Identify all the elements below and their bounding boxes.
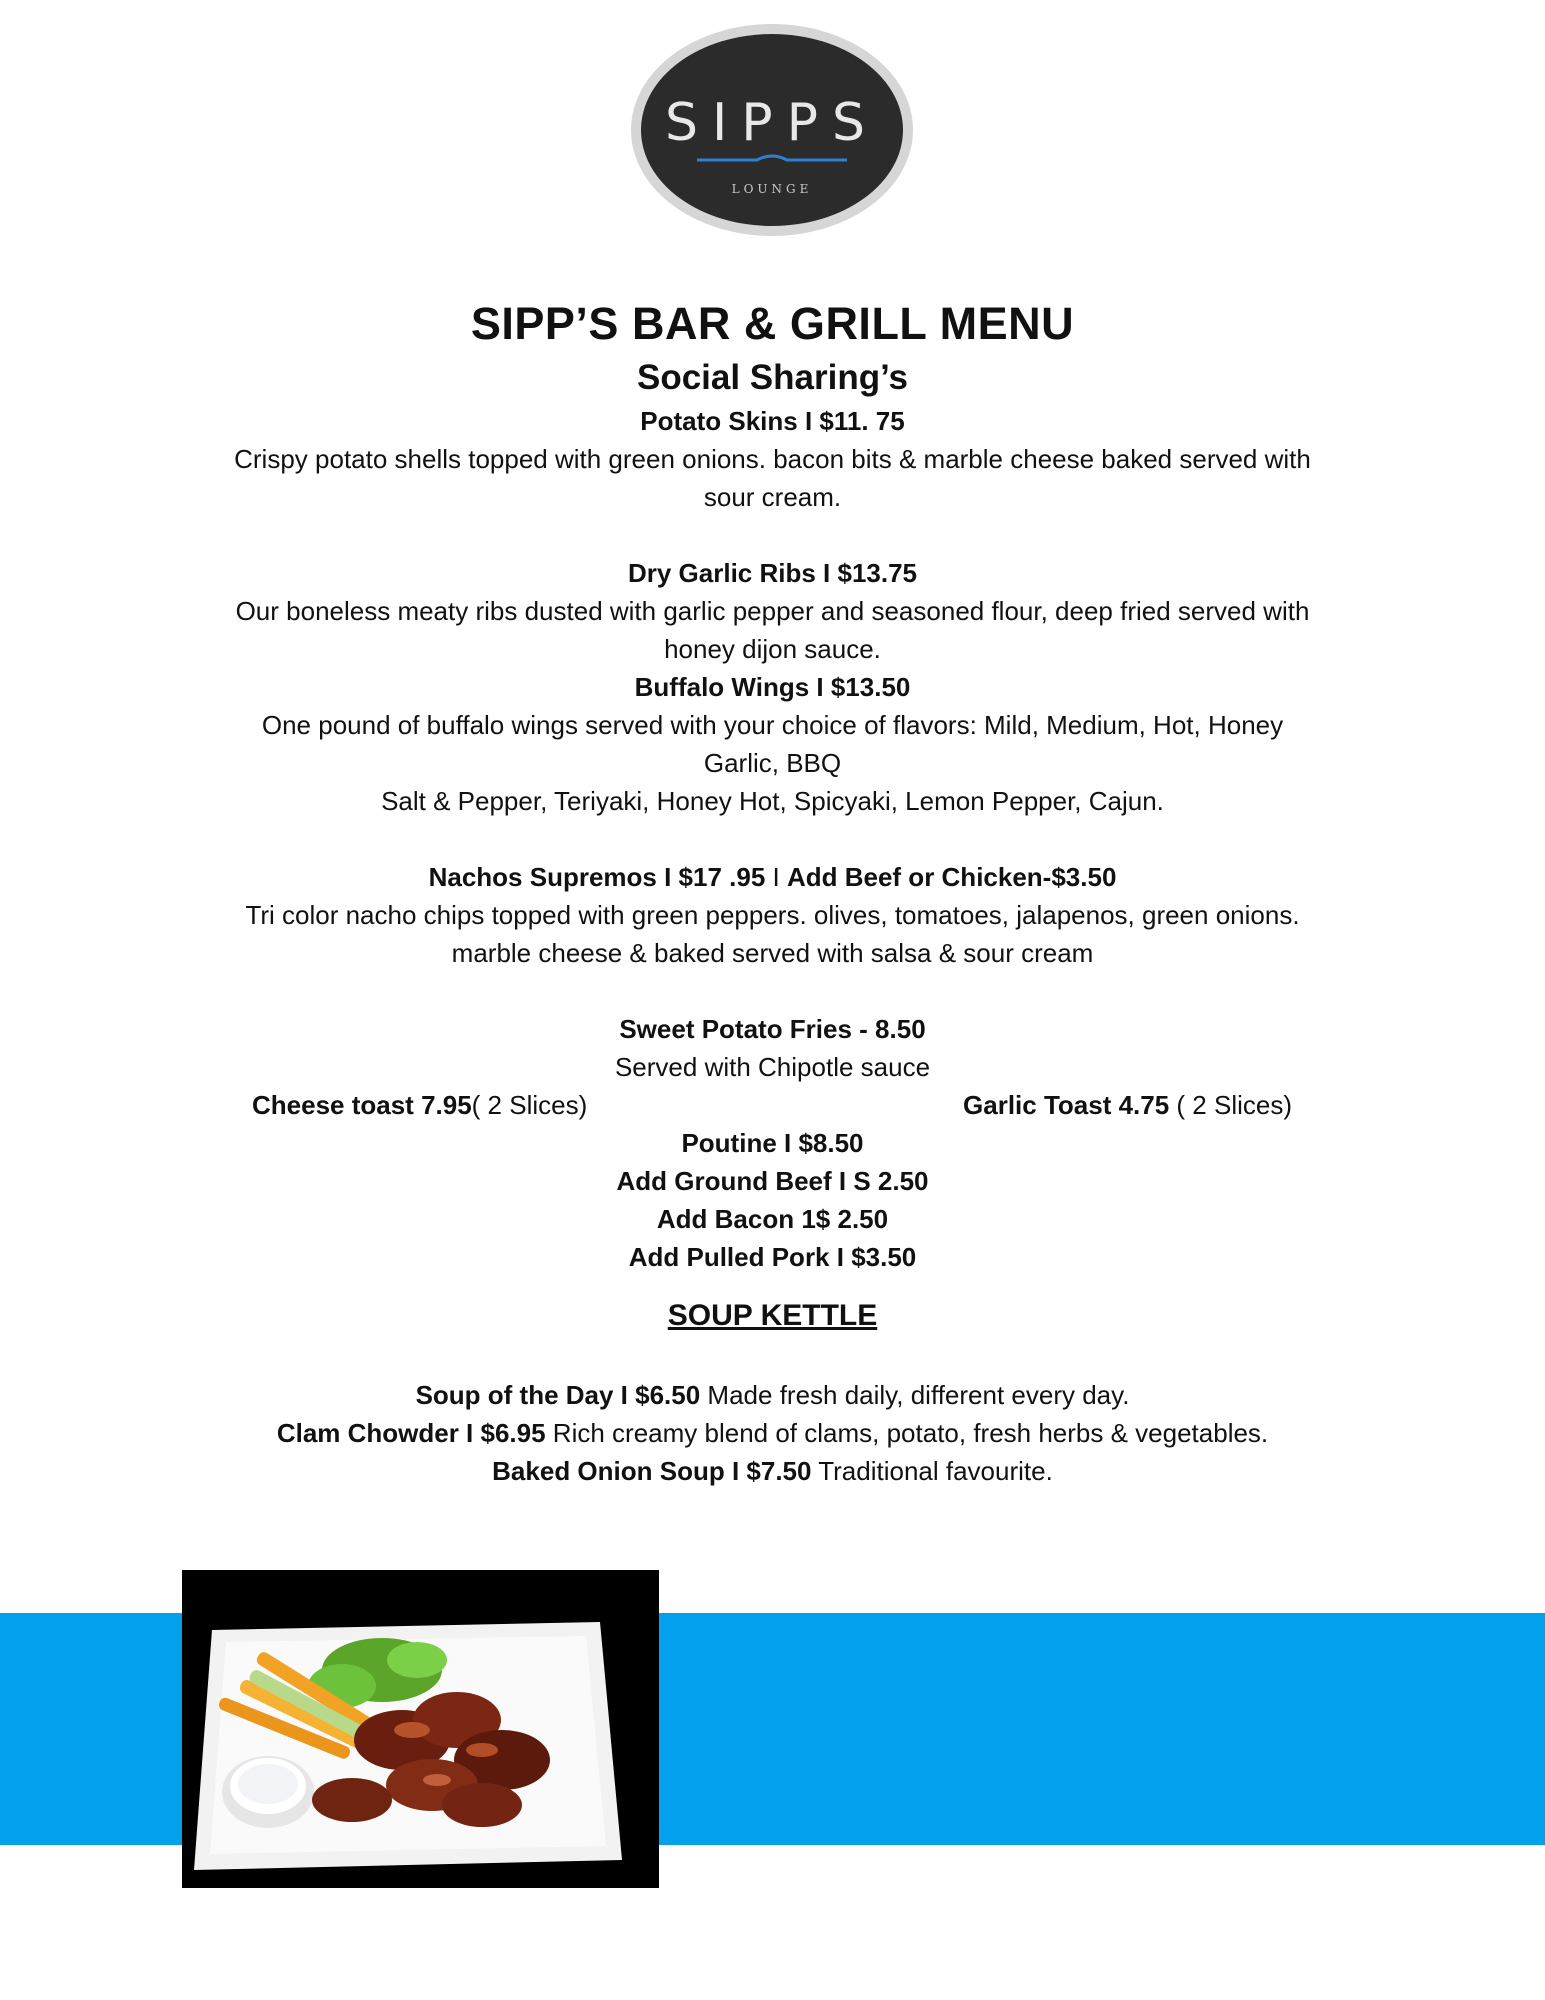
soup-item-name: Soup of the Day I $6.50 xyxy=(415,1380,701,1410)
buffalo-wings-photo xyxy=(182,1570,659,1888)
item-name-potato-skins: Potato Skins I $11. 75 xyxy=(640,406,905,436)
spacer xyxy=(180,1338,1365,1376)
sipps-logo xyxy=(629,22,915,238)
item-desc-line: marble cheese & baked served with salsa & sour cream xyxy=(451,938,1094,968)
wings-plate-illustration xyxy=(182,1570,659,1888)
soup-item-desc: Made fresh daily, different every day. xyxy=(700,1380,1130,1410)
soup-item-name: Clam Chowder I $6.95 xyxy=(276,1418,546,1448)
soup-item-desc: Traditional favourite. xyxy=(811,1456,1053,1486)
item-desc-line: Salt & Pepper, Teriyaki, Honey Hot, Spicyaki, Lemon Pepper, Cajun. xyxy=(381,786,1164,816)
item-name-buffalo-wings: Buffalo Wings I $13.50 xyxy=(634,672,911,702)
poutine-add-on: Add Pulled Pork I $3.50 xyxy=(628,1242,917,1272)
item-desc-line: Served with Chipotle sauce xyxy=(614,1052,931,1082)
menu-title: SIPP’S BAR & GRILL MENU xyxy=(470,298,1075,349)
item-desc-line: honey dijon sauce. xyxy=(664,634,881,664)
spacer xyxy=(180,972,1365,1010)
soup-item-desc: Rich creamy blend of clams, potato, fresh herbs & vegetables. xyxy=(545,1418,1269,1448)
soup-item-name: Baked Onion Soup I $7.50 xyxy=(492,1456,812,1486)
poutine-add-on: Add Ground Beef I S 2.50 xyxy=(616,1166,929,1196)
item-desc-line: Crispy potato shells topped with green onions. bacon bits & marble cheese baked served with xyxy=(234,444,1311,474)
soup-item xyxy=(180,1452,1365,1490)
nachos-price: Nachos Supremos I $17 .95 xyxy=(428,862,766,892)
item-name-dry-garlic-ribs: Dry Garlic Ribs I $13.75 xyxy=(627,558,918,588)
item-desc-line: Our boneless meaty ribs dusted with garlic pepper and seasoned flour, deep fried served with xyxy=(235,596,1310,626)
item-desc-line: One pound of buffalo wings served with your choice of flavors: Mild, Medium, Hot, Honey xyxy=(261,710,1284,740)
item-desc-line: Garlic, BBQ xyxy=(703,748,842,778)
garlic-toast-note: ( 2 Slices) xyxy=(1169,1090,1292,1120)
item-name-nachos-supremos xyxy=(180,858,1365,896)
garlic-toast-name: Garlic Toast 4.75 xyxy=(963,1090,1170,1120)
item-desc-line: Tri color nacho chips topped with green peppers. olives, tomatoes, jalapenos, green onions. xyxy=(245,900,1300,930)
spacer xyxy=(180,820,1365,858)
nachos-separator: I xyxy=(765,862,787,892)
cheese-toast-name: Cheese toast 7.95 xyxy=(252,1090,472,1120)
menu-content xyxy=(180,296,1365,1490)
logo-graphic xyxy=(629,22,915,238)
logo-brand-text: SIPPS xyxy=(664,93,880,153)
cheese-toast-item xyxy=(252,1086,587,1124)
item-name-sweet-potato-fries: Sweet Potato Fries - 8.50 xyxy=(619,1014,926,1044)
soup-kettle-heading: SOUP KETTLE xyxy=(667,1299,878,1332)
soup-item xyxy=(180,1376,1365,1414)
logo-tagline-text: LOUNGE xyxy=(731,182,813,196)
item-desc-line: sour cream. xyxy=(703,482,842,512)
nachos-add-on: Add Beef or Chicken-$3.50 xyxy=(786,862,1117,892)
garlic-toast-item xyxy=(963,1086,1292,1124)
section-title-social-sharing: Social Sharing’s xyxy=(636,358,908,397)
soup-item xyxy=(180,1414,1365,1452)
spacer xyxy=(180,516,1365,554)
item-name-poutine: Poutine I $8.50 xyxy=(681,1128,864,1158)
cheese-toast-note: ( 2 Slices) xyxy=(471,1090,588,1120)
poutine-add-on: Add Bacon 1$ 2.50 xyxy=(656,1204,889,1234)
toast-row xyxy=(180,1086,1365,1124)
